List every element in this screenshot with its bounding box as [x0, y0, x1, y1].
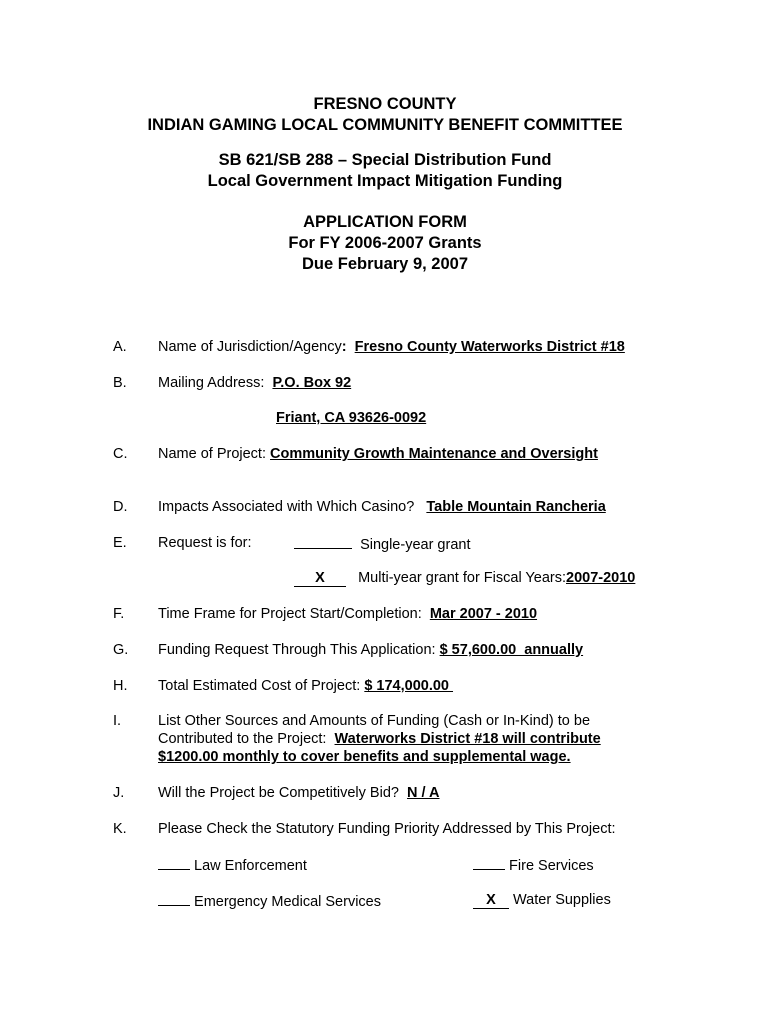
item-e-letter: E. [113, 535, 127, 551]
priority-water-supplies [473, 891, 611, 909]
header-due-date: Due February 9, 2007 [302, 255, 468, 273]
item-h-letter: H. [113, 678, 128, 694]
item-a-letter: A. [113, 339, 127, 355]
item-e-option-multi [294, 569, 635, 587]
item-c-letter: C. [113, 446, 128, 462]
item-d-value[interactable]: Table Mountain Rancheria [426, 499, 606, 515]
item-b-value[interactable]: P.O. Box 92 [272, 375, 352, 391]
multi-year-value[interactable]: 2007-2010 [566, 570, 636, 586]
fire-services-blank[interactable] [473, 855, 505, 870]
header-block-2 [0, 150, 770, 192]
water-supplies-check[interactable]: X [473, 892, 509, 909]
item-d-letter: D. [113, 499, 128, 515]
item-h-content [158, 677, 453, 695]
item-a-content [158, 338, 625, 356]
header-mitigation: Local Government Impact Mitigation Funding [207, 172, 563, 190]
priority-law-enforcement [158, 855, 307, 875]
header-fiscal-year: For FY 2006-2007 Grants [288, 234, 482, 252]
item-k-label: Please Check the Statutory Funding Priority Addressed by This Project: [158, 821, 616, 837]
water-supplies-label: Water Supplies [513, 892, 611, 908]
item-e-option-single [294, 534, 470, 554]
item-b-content [158, 374, 351, 392]
single-year-blank[interactable] [294, 534, 352, 549]
emergency-medical-blank[interactable] [158, 891, 190, 906]
item-f-value[interactable]: Mar 2007 - 2010 [429, 606, 538, 622]
item-a-label: Name of Jurisdiction/Agency [158, 339, 342, 355]
item-j-value[interactable]: N / A [407, 785, 440, 801]
emergency-medical-label: Emergency Medical Services [194, 894, 381, 910]
item-e-label: Request is for: [158, 535, 252, 551]
item-c-label: Name of Project: [158, 446, 266, 462]
single-year-label: Single-year grant [360, 537, 471, 553]
item-d-label: Impacts Associated with Which Casino? [158, 499, 415, 515]
item-c-value[interactable]: Community Growth Maintenance and Oversight [270, 446, 598, 462]
priority-fire-services [473, 855, 594, 875]
item-g-content [158, 641, 583, 659]
multi-year-check[interactable]: X [294, 570, 346, 587]
item-i-line1: List Other Sources and Amounts of Funding (Cash or In-Kind) to be [158, 713, 591, 729]
item-g-label: Funding Request Through This Application: [158, 642, 436, 658]
header-block-3 [0, 212, 770, 275]
item-c-content [158, 445, 598, 463]
item-j-content [158, 784, 440, 802]
item-f-content [158, 605, 537, 623]
item-b-label: Mailing Address: [158, 375, 265, 391]
item-b-letter: B. [113, 375, 127, 391]
item-i-line2-label: Contributed to the Project: [158, 731, 327, 747]
header-committee: INDIAN GAMING LOCAL COMMUNITY BENEFIT COMMITTEE [147, 116, 623, 134]
item-a-colon: : [341, 339, 347, 355]
header-fund: SB 621/SB 288 – Special Distribution Fund [218, 151, 552, 169]
law-enforcement-blank[interactable] [158, 855, 190, 870]
item-g-value[interactable]: $ 57,600.00 annually [439, 642, 584, 658]
item-j-letter: J. [113, 785, 125, 801]
item-k-letter: K. [113, 821, 127, 837]
item-j-label: Will the Project be Competitively Bid? [158, 785, 399, 801]
item-i-line2 [158, 730, 601, 748]
law-enforcement-label: Law Enforcement [194, 858, 307, 874]
item-f-label: Time Frame for Project Start/Completion: [158, 606, 422, 622]
item-h-value[interactable]: $ 174,000.00 [364, 678, 454, 694]
item-f-letter: F. [113, 606, 125, 622]
priority-emergency-medical [158, 891, 381, 911]
header-block-1 [0, 94, 770, 136]
item-a-value[interactable]: Fresno County Waterworks District #18 [354, 339, 625, 355]
header-form-title: APPLICATION FORM [303, 213, 467, 231]
multi-year-label: Multi-year grant for Fiscal Years: [358, 570, 567, 586]
item-h-label: Total Estimated Cost of Project: [158, 678, 361, 694]
item-i-line3-value[interactable]: $1200.00 monthly to cover benefits and supplemental wage. [158, 749, 571, 765]
item-d-content [158, 498, 606, 516]
fire-services-label: Fire Services [509, 858, 594, 874]
item-i-line2-value[interactable]: Waterworks District #18 will contribute [334, 731, 601, 747]
item-i-letter: I. [113, 713, 122, 729]
item-g-letter: G. [113, 642, 129, 658]
header-county: FRESNO COUNTY [313, 95, 457, 113]
item-b-value-city[interactable]: Friant, CA 93626-0092 [276, 410, 427, 426]
